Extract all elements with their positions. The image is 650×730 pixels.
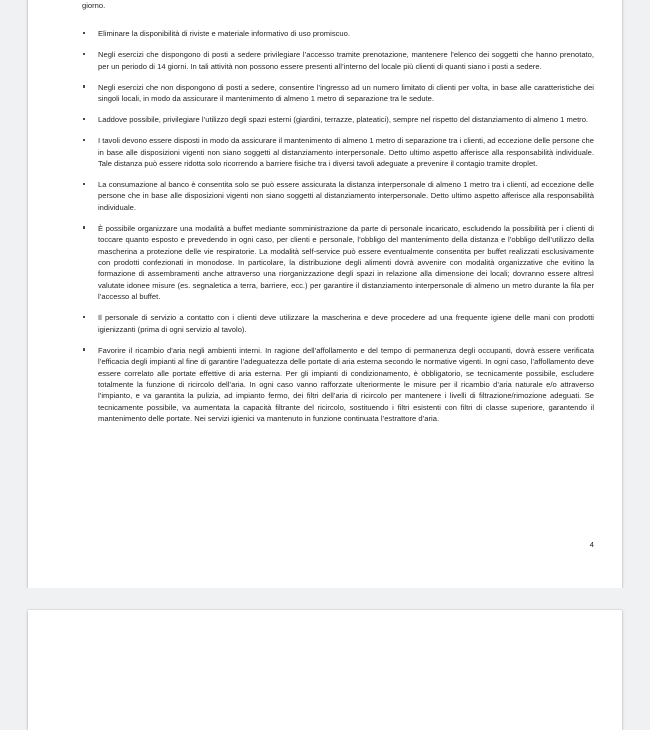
list-item — [82, 82, 594, 105]
bullet-square-icon — [83, 32, 85, 34]
page-gap — [0, 588, 650, 610]
list-item — [82, 135, 594, 169]
page-content-area — [82, 0, 594, 425]
list-item-text: La consumazione al banco è consentita solo se può essere assicurata la distanza interpersonale di almeno 1 metro tra i clienti, ad eccezione delle persone che in base alle disposizioni vigenti non siano soggetti al distanziamento interpersonale. Detto ultimo aspetto afferisce alla responsabilità individuale. — [98, 180, 594, 212]
list-item-text: È possibile organizzare una modalità a buffet mediante somministrazione da parte di personale incaricato, escludendo la possibilità per i clienti di toccare quanto esposto e prevedendo in ogni caso, per clienti e personale, l’obbligo del mantenimento della distanza e l’obbligo dell’utilizzo della mascherina a protezione delle vie respiratorie. La modalità self-service può essere eventualmente consentita per buffet realizzati esclusivamente con prodotti confezionati in monodose. In particolare, la distribuzione degli alimenti dovrà avvenire con modalità organizzative che evitino la formazione di assembramenti anche attraverso una riorganizzazione degli spazi in relazione alla dimensione dei locali; dovranno essere altresì valutate idonee misure (es. segnaletica a terra, barriere, ecc.) per garantire il distanziamento interpersonale di almeno un metro durante la fila per l’accesso al buffet. — [98, 223, 594, 302]
bullet-square-icon — [83, 139, 85, 141]
page-number: 4 — [589, 540, 594, 549]
list-item-text: I tavoli devono essere disposti in modo da assicurare il mantenimento di almeno 1 metro di separazione tra i clienti, ad eccezione delle persone che in base alle disposizioni vigenti non siano soggetti al distanziamento interpersonale. Detto ultimo aspetto afferisce alla responsabilità individuale. Tale distanza può essere ridotta solo ricorrendo a barriere fisiche tra i diversi tavoli adeguate a prevenire il contagio tramite droplet. — [98, 136, 594, 169]
list-item-text: Favorire il ricambio d’aria negli ambienti interni. In ragione dell’affollamento e del tempo di permanenza degli occupanti, dovrà essere verificata l’efficacia degli impianti al fine di garantire l’adeguatezza delle portate di aria esterna secondo le normative vigenti. In ogni caso, l’affollamento deve essere correlato alle portate effettive di aria esterna. Per gli impianti di condizionamento, è obbligatorio, se tecnicamente possibile, escludere totalmente la funzione di ricircolo dell’aria. In ogni caso vanno rafforzate ulteriormente le misure per il ricambio d’aria naturale e/o attraverso l’impianto, e va garantita la pulizia, ad impianto fermo, dei filtri dell’aria di ricircolo per mantenere i livelli di filtrazione/rimozione adeguati. Se tecnicamente possibile, va aumentata la capacità filtrante del ricircolo, sostituendo i filtri esistenti con filtri di classe superiore, garantendo il mantenimento delle portate. Nei servizi igienici va mantenuto in funzione continuata l’estrattore d’aria. — [98, 345, 594, 424]
bullet-square-icon — [83, 85, 85, 87]
bullet-square-icon — [83, 183, 85, 185]
bullet-square-icon — [83, 118, 85, 120]
list-item-text: Eliminare la disponibilità di riviste e materiale informativo di uso promiscuo. — [98, 29, 350, 39]
list-item — [82, 28, 594, 39]
list-item — [82, 345, 594, 425]
document-page-5 — [28, 610, 622, 730]
list-item — [82, 312, 594, 335]
list-item-text: Negli esercizi che dispongono di posti a sedere privilegiare l’accesso tramite prenotazione, mantenere l’elenco dei soggetti che hanno prenotato, per un periodo di 14 giorni. In tali attività non possono essere presenti all’interno del locale più clienti di quanti siano i posti a sedere. — [98, 50, 594, 71]
bullet-square-icon — [83, 53, 85, 55]
bulleted-list — [82, 28, 594, 424]
list-item-text: Laddove possibile, privilegiare l’utilizzo degli spazi esterni (giardini, terrazze, plateatici), sempre nel rispetto del distanziamento di almeno 1 metro. — [98, 115, 589, 125]
document-page-4 — [28, 0, 622, 588]
list-item — [82, 49, 594, 72]
list-item — [82, 114, 594, 125]
list-item — [82, 179, 594, 213]
list-item-text: Negli esercizi che non dispongono di posti a sedere, consentire l’ingresso ad un numero limitato di clienti per volta, in base alle caratteristiche dei singoli locali, in modo da assicurare il mantenimento di almeno 1 metro di separazione tra le sedute. — [98, 82, 594, 104]
bullet-square-icon — [83, 226, 85, 228]
list-item — [82, 223, 594, 303]
list-item-text: Il personale di servizio a contatto con i clienti deve utilizzare la mascherina e deve procedere ad una frequente igiene delle mani con prodotti igienizzanti (prima di ogni servizio al tavolo). — [98, 313, 594, 334]
bullet-square-icon — [83, 348, 85, 350]
paragraph-continuation: giorno. — [82, 1, 106, 10]
bullet-square-icon — [83, 316, 85, 318]
